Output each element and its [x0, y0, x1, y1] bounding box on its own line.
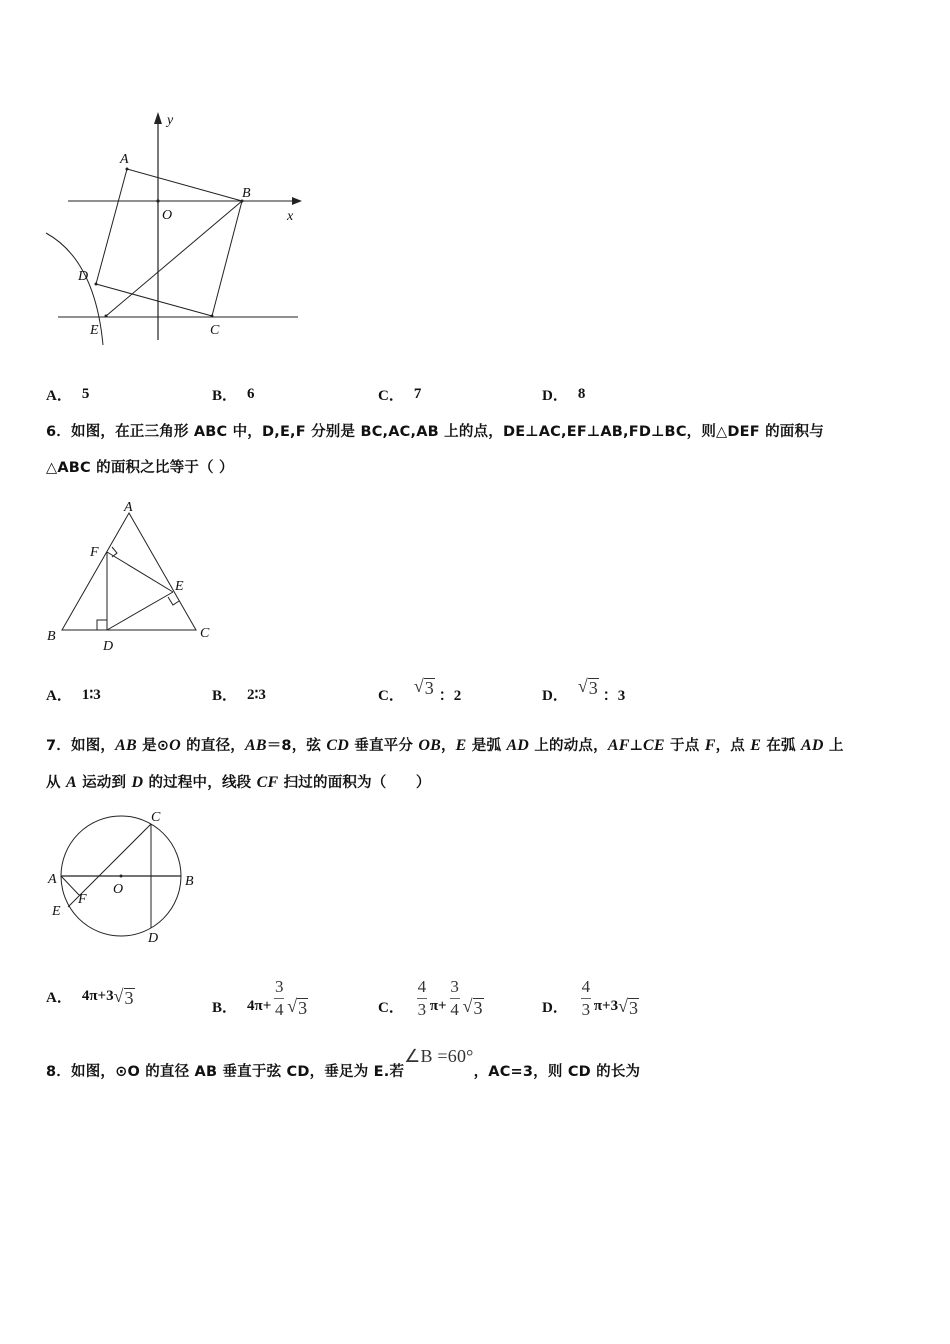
point-c-label: C — [200, 626, 210, 641]
point-e-label: E — [52, 904, 61, 919]
numerator: 3 — [450, 977, 459, 996]
q7-option-c[interactable] — [378, 977, 484, 1027]
option-label: A． — [46, 688, 72, 704]
option-label: A． — [46, 388, 72, 404]
numerator: 4 — [417, 977, 427, 996]
radicand: 3 — [424, 678, 434, 698]
point-c-label: C — [151, 810, 161, 825]
fraction-bar — [581, 998, 591, 999]
q5-option-a[interactable] — [46, 384, 89, 405]
sqrt-expression — [287, 996, 308, 1017]
radicand: 3 — [588, 678, 598, 698]
point-b-label: B — [242, 186, 251, 201]
origin-label: O — [162, 208, 173, 223]
sqrt-expression — [114, 986, 135, 1007]
fraction-bar — [450, 998, 460, 999]
q7-stem-line2: 从 A 运动到 D 的过程中，线段 CF 扫过的面积为（ ） — [46, 774, 431, 791]
point-d-label: D — [148, 931, 159, 946]
option-value: 6 — [247, 386, 255, 402]
option-mid: π+3 — [593, 998, 619, 1014]
option-label: C． — [378, 688, 404, 704]
fraction-bar — [417, 998, 427, 999]
option-label: C． — [378, 1000, 404, 1016]
q6-option-b[interactable] — [212, 684, 266, 705]
q6-option-c[interactable] — [378, 676, 462, 705]
q6-stem-line2: △ABC 的面积之比等于（ ） — [46, 460, 234, 476]
point-d-label: D — [103, 639, 114, 654]
q8-stem — [46, 1046, 641, 1081]
q5-option-b[interactable] — [212, 384, 255, 405]
option-value: 2∶3 — [247, 687, 266, 703]
numerator: 3 — [275, 977, 284, 996]
radical-icon: √ — [618, 996, 628, 1016]
q6-stem-line1: 6．如图，在正三角形 ABC 中，D,E,F 分别是 BC,AC,AB 上的点，DE⊥AC,EF⊥AB,FD⊥BC，则△DEF 的面积与 — [46, 424, 824, 440]
radicand: 3 — [298, 998, 308, 1018]
q5-figure — [40, 100, 310, 370]
q7-option-a[interactable] — [46, 986, 135, 1007]
denominator: 3 — [581, 1000, 591, 1019]
radical-icon: √ — [413, 676, 424, 696]
q8-text-before: 8．如图，⊙O 的直径 AB 垂直于弦 CD，垂足为 E.若 — [46, 1064, 405, 1080]
sqrt-expression — [578, 676, 599, 697]
point-e-label: E — [175, 579, 184, 594]
fraction — [581, 978, 591, 1019]
option-value: 7 — [413, 386, 422, 402]
option-value: 8 — [577, 386, 586, 402]
angle-expression: ∠B =60° — [404, 1046, 474, 1066]
q8-text-after: ，AC=3，则 CD 的长为 — [473, 1064, 641, 1080]
point-a-label: A — [124, 500, 133, 515]
q7-stem-line1: 7．如图，AB 是⊙O 的直径，AB＝8，弦 CD 垂直平分 OB，E 是弧 AD 上的动点，AF⊥CE 于点 F，点 E 在弧 AD 上 — [46, 737, 844, 754]
q6-figure — [40, 495, 230, 660]
q7-option-d[interactable] — [542, 977, 639, 1027]
option-value: 5 — [81, 386, 90, 402]
option-label: D． — [542, 388, 568, 404]
sqrt-expression — [463, 996, 484, 1017]
q7-figure — [40, 805, 210, 950]
q5-option-d[interactable] — [542, 384, 585, 405]
denominator: 4 — [450, 1000, 459, 1019]
q6-option-d[interactable] — [542, 676, 626, 705]
option-value: ：2 — [438, 688, 462, 704]
denominator: 4 — [275, 1000, 284, 1019]
numerator: 4 — [581, 977, 591, 996]
q5-option-c[interactable] — [378, 384, 421, 405]
point-e-label: E — [90, 323, 99, 338]
point-d-label: D — [78, 269, 89, 284]
x-axis-label: x — [287, 209, 294, 224]
radicand: 3 — [629, 998, 638, 1018]
fraction — [274, 978, 284, 1019]
option-label: C． — [378, 388, 404, 404]
point-o-label: O — [113, 882, 124, 897]
option-value: 1∶3 — [81, 687, 101, 703]
point-f-label: F — [78, 892, 87, 907]
option-label: B． — [212, 688, 238, 704]
radicand: 3 — [124, 988, 134, 1008]
point-a-label: A — [48, 872, 57, 887]
radical-icon: √ — [287, 996, 298, 1016]
fraction — [450, 978, 460, 1019]
point-c-label: C — [210, 323, 220, 338]
radical-icon: √ — [577, 676, 588, 696]
fraction — [417, 978, 427, 1019]
fraction-bar — [274, 998, 284, 999]
option-value: ：3 — [602, 688, 626, 704]
radical-icon: √ — [113, 986, 124, 1006]
point-b-label: B — [185, 874, 194, 889]
option-label: D． — [542, 1000, 568, 1016]
option-mid: π+ — [429, 998, 447, 1014]
option-prefix: 4π+ — [247, 998, 272, 1014]
sqrt-expression — [414, 676, 435, 697]
q6-option-a[interactable] — [46, 684, 101, 705]
radical-icon: √ — [462, 996, 473, 1016]
q7-option-b[interactable] — [212, 977, 308, 1027]
option-label: D． — [542, 688, 568, 704]
sqrt-expression — [618, 996, 639, 1017]
radicand: 3 — [473, 998, 483, 1018]
option-label: B． — [212, 388, 238, 404]
denominator: 3 — [417, 1000, 427, 1019]
option-label: B． — [212, 1000, 238, 1016]
option-label: A． — [46, 990, 72, 1006]
y-axis-label: y — [167, 113, 174, 128]
point-a-label: A — [120, 152, 129, 167]
point-b-label: B — [47, 629, 56, 644]
point-f-label: F — [90, 545, 99, 560]
option-prefix: 4π+3 — [81, 988, 114, 1004]
